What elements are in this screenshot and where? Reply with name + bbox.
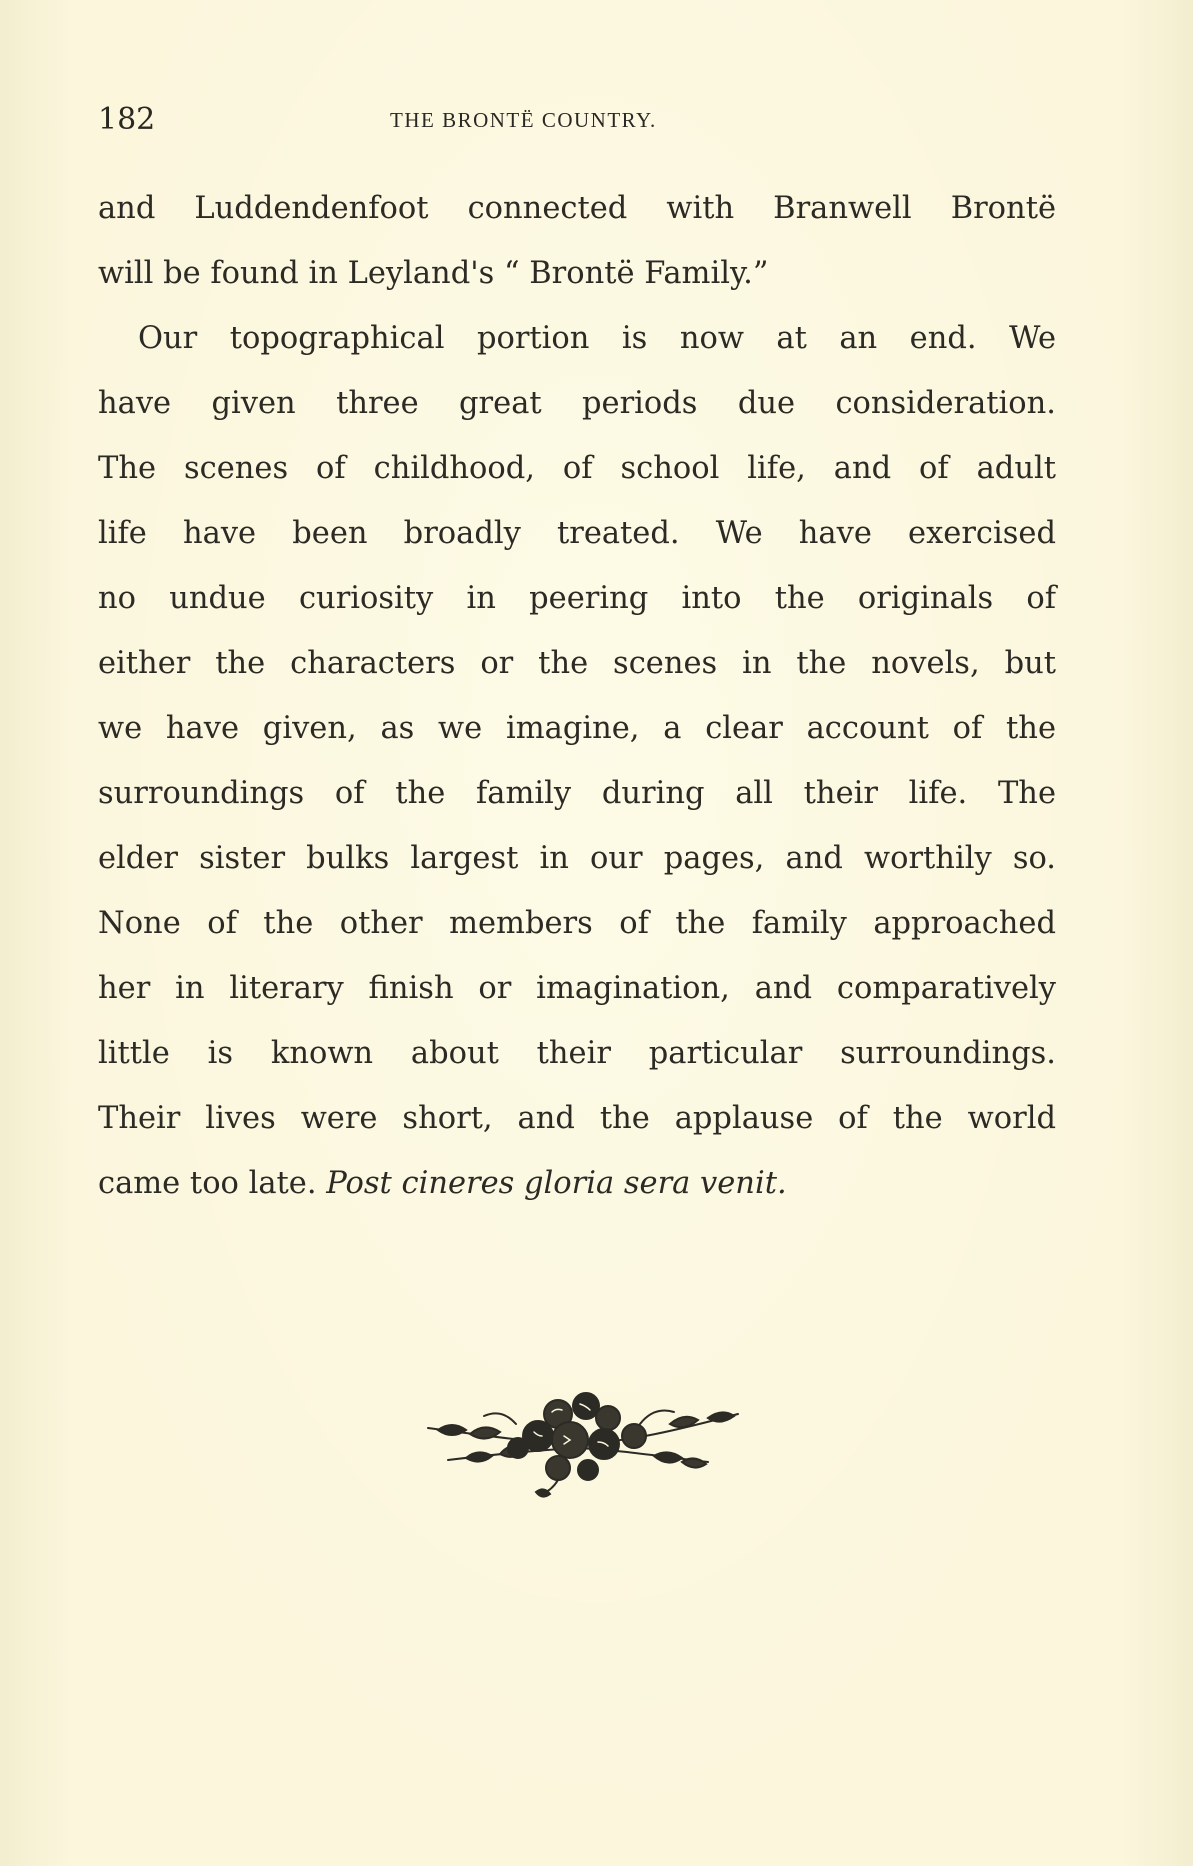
latin-motto: Post cineres gloria sera venit. [326,1166,787,1201]
text-line: will be found in Leyland's “ Brontë Family.” [98,256,769,291]
page-header [98,102,1058,146]
text-line: have given three great periods due consideration. [98,386,1056,421]
text-line: little is known about their particular surroundings. [98,1036,1056,1071]
text-line: no undue curiosity in peering into the originals of [98,581,1056,616]
text-line: life have been broadly treated. We have exercised [98,516,1056,551]
text-line: surroundings of the family during all their life. The [98,776,1056,811]
text-line: elder sister bulks largest in our pages, and worthily so. [98,841,1056,876]
floral-tailpiece-icon [408,1384,748,1504]
text-line: either the characters or the scenes in the novels, but [98,646,1056,681]
closing-line-plain: came too late. [98,1166,327,1201]
text-line: Our topographical portion is now at an end. We [138,321,1056,356]
text-line: and Luddendenfoot connected with Branwell Brontë [98,191,1056,226]
text-line: her in literary finish or imagination, and comparatively [98,971,1056,1006]
text-line: Their lives were short, and the applause of the world [98,1101,1056,1136]
running-head: THE BRONTË COUNTRY. [390,108,657,132]
text-line: The scenes of childhood, of school life, and of adult [98,451,1056,486]
closing-line [98,1151,1056,1216]
page-number: 182 [98,102,156,137]
body-text [98,176,1056,1216]
text-line: we have given, as we imagine, a clear account of the [98,711,1056,746]
text-line: None of the other members of the family approached [98,906,1056,941]
